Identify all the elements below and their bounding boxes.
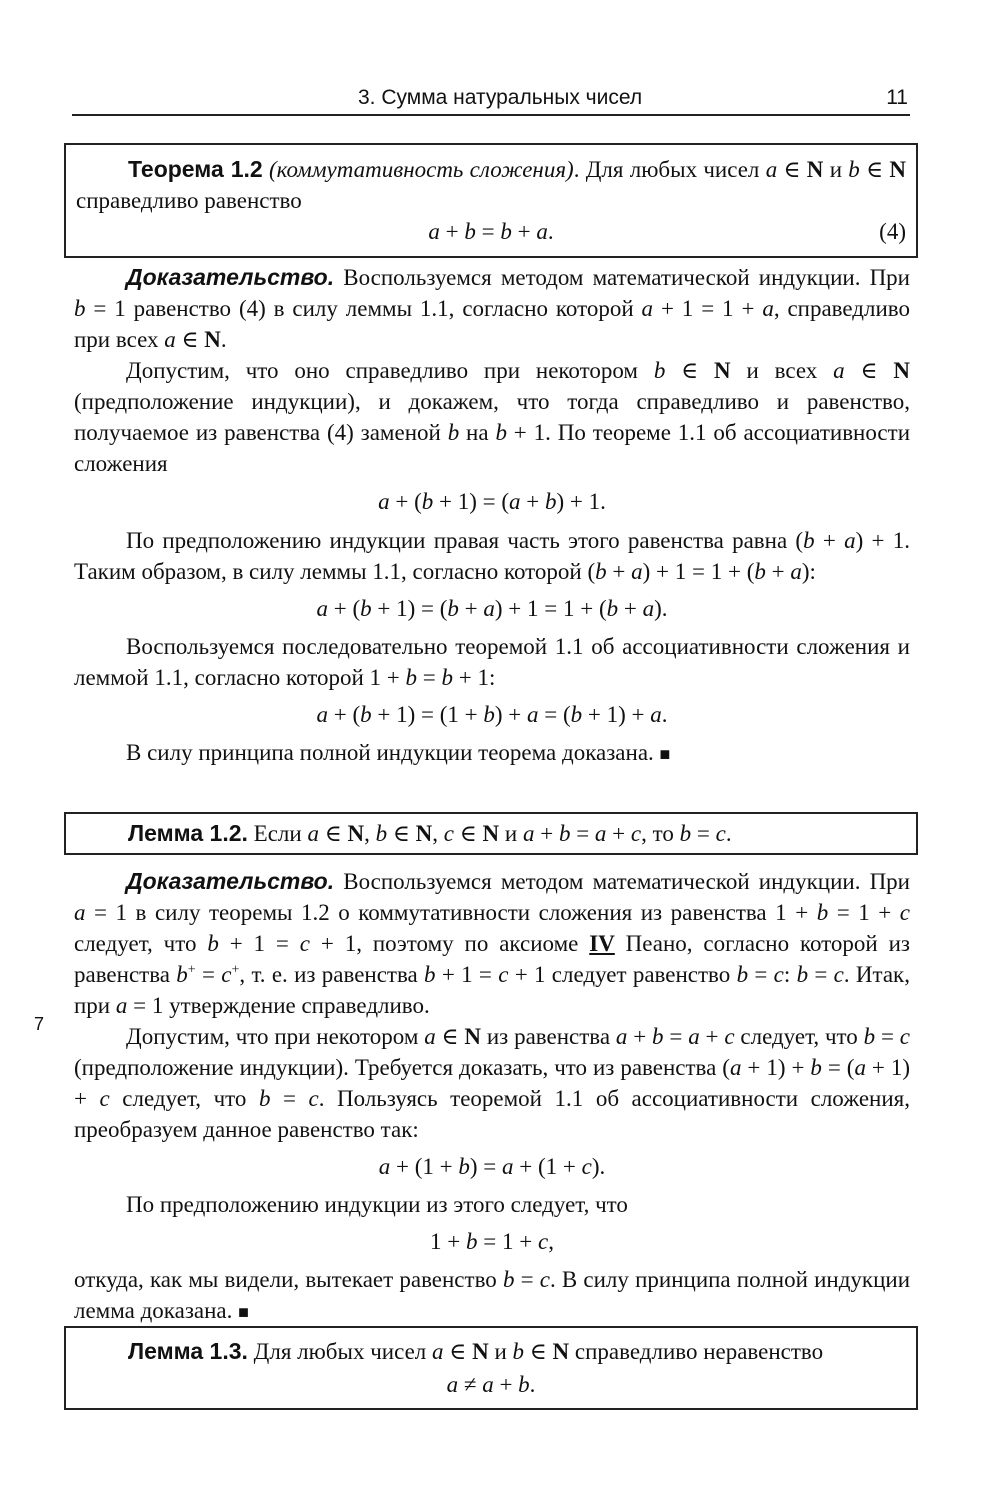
math-variable: a (729, 1055, 742, 1080)
math-variable: a (115, 993, 128, 1018)
math-variable: c (498, 962, 509, 987)
math-variable: a (522, 821, 535, 846)
math-variable: b (74, 296, 86, 321)
proof-1-paragraph-1-text: Воспользуемся методом математической индукции. При b = 1 равенство (4) в силу леммы 1.1, согласно которой a + 1 = 1 + a, справедливо при всех a ∈ N. (74, 265, 910, 352)
proof-1-formula-3: a + (b + 1) = (1 + b) + a = (b + 1) + a. (316, 702, 668, 727)
math-variable: b (207, 931, 219, 956)
math-variable: b (360, 702, 372, 727)
proof-2-paragraph-3: По предположению индукции из этого следует, что (126, 1192, 628, 1217)
proof-1-paragraph-4: Воспользуемся последовательно теоремой 1.1 об ассоциативности сложения и леммой 1.1, согласно которой 1 + b = b + 1: (74, 634, 910, 690)
math-variable: b (803, 528, 815, 553)
math-variable: a (650, 702, 662, 727)
math-variable: c (221, 962, 232, 987)
math-variable: a (307, 821, 319, 846)
math-variable: b (483, 702, 495, 727)
theorem-1-2-qualifier: (коммутативность сложения) (268, 157, 574, 182)
math-variable: a (765, 157, 778, 182)
proof-lemma-1-2 (74, 866, 910, 1328)
math-variable: c (899, 900, 910, 925)
proof-2-paragraph-4-text: откуда, как мы видели, вытекает равенство b = c. В силу принципа полной индукции лемма доказана. (74, 1267, 910, 1323)
lemma-1-2-statement (76, 818, 906, 849)
math-variable: b (863, 1024, 876, 1049)
lemma-1-3-statement (76, 1336, 906, 1367)
math-variable: a (688, 1024, 700, 1049)
chapter-title: 3. Сумма натуральных чисел (358, 86, 643, 109)
math-variable: a (378, 1154, 391, 1179)
math-variable: c (299, 931, 310, 956)
math-variable: b (518, 1372, 530, 1397)
math-variable: b (360, 596, 372, 621)
math-variable: b (570, 702, 583, 727)
math-variable: c (630, 821, 642, 846)
math-variable: a (615, 1024, 628, 1049)
math-variable: a (164, 327, 176, 352)
lemma-1-3-box (64, 1326, 918, 1410)
equation-4-number: (4) (879, 219, 906, 244)
math-variable: b (810, 1055, 822, 1080)
math-variable: c (899, 1024, 910, 1049)
naturals-symbol: N (472, 1339, 489, 1364)
math-variable: a (642, 596, 655, 621)
math-variable: b (424, 962, 436, 987)
math-variable: c (724, 1024, 735, 1049)
theorem-1-2-box (64, 143, 918, 258)
proof-theorem-1-2 (74, 262, 910, 770)
lemma-1-3-formula: a ≠ a + b. (446, 1372, 536, 1397)
proof-1-title: Доказательство. (126, 264, 335, 290)
naturals-symbol: N (464, 1024, 482, 1049)
math-variable: b (754, 559, 766, 584)
math-variable: a (502, 1154, 514, 1179)
math-variable: b (653, 358, 666, 383)
proof-1-conclusion (74, 737, 910, 770)
lemma-1-2-text: Если a ∈ N, b ∈ N, c ∈ N и a + b = a + c, то b = c. (247, 821, 732, 846)
naturals-symbol: N (415, 821, 433, 846)
axiom-number: IV (589, 931, 615, 956)
naturals-symbol: N (204, 327, 221, 352)
math-variable: b (441, 665, 453, 690)
math-variable: a (482, 1372, 494, 1397)
math-variable: a (432, 1339, 444, 1364)
equation-4-formula: a + b = b + a. (428, 219, 554, 244)
math-variable: c (443, 821, 454, 846)
math-variable: c (581, 1154, 592, 1179)
proof-1-formula-1: a + (b + 1) = (a + b) + 1. (378, 489, 606, 514)
running-head (72, 80, 910, 116)
math-variable: b (258, 1086, 271, 1111)
proof-1-paragraph-1 (74, 262, 910, 355)
lemma-1-3-title: Лемма 1.3. (128, 1338, 248, 1364)
theorem-1-2-title: Теорема 1.2 (128, 156, 263, 182)
naturals-symbol: N (806, 157, 824, 182)
math-variable: b (736, 962, 749, 987)
qed-mark: ■ (238, 1302, 250, 1322)
naturals-symbol: N (889, 157, 906, 182)
math-variable: b (495, 420, 507, 445)
math-variable: b (466, 1229, 478, 1254)
math-variable: c (308, 1086, 319, 1111)
math-variable: b (464, 219, 476, 244)
math-variable: b (512, 1339, 524, 1364)
proof-2-formula-1: a + (1 + b) = a + (1 + c). (378, 1154, 606, 1179)
proof-2-formula-2: 1 + b = 1 + c, (430, 1229, 554, 1254)
page-number: 11 (886, 86, 908, 109)
math-variable: a (446, 1372, 459, 1397)
math-variable: c (715, 821, 726, 846)
math-variable: a (762, 296, 774, 321)
math-variable: b (176, 962, 188, 987)
math-variable: a (483, 596, 495, 621)
proof-2-paragraph-1 (74, 866, 910, 1021)
math-variable: b (796, 962, 809, 987)
naturals-symbol: N (482, 821, 500, 846)
math-variable: a (527, 702, 539, 727)
math-variable: a (74, 900, 86, 925)
math-variable: b (652, 1024, 664, 1049)
math-variable: a (428, 219, 440, 244)
math-variable: a (790, 559, 802, 584)
theorem-1-2-text: . Для любых чисел a ∈ N и b ∈ N справедливо равенство (76, 157, 906, 213)
math-variable: a (424, 1024, 436, 1049)
margin-mark: 7 (34, 1014, 45, 1034)
proof-2-paragraph-4 (74, 1264, 910, 1328)
theorem-1-2-statement (76, 154, 906, 216)
math-variable: a (844, 528, 856, 553)
math-variable: a (854, 1055, 866, 1080)
math-variable: a (631, 559, 643, 584)
math-variable: c (537, 1229, 549, 1254)
math-variable: b (606, 596, 619, 621)
math-variable: c (99, 1086, 110, 1111)
proof-1-paragraph-2: Допустим, что оно справедливо при некотором b ∈ N и всех a ∈ N (предположение индукции), и докажем, что тогда справедливо и равенство, получаемое из равенства (4) заменой b на b + 1. По теореме 1.1 об ассоциативности сложения (74, 358, 911, 476)
math-variable: a (641, 296, 654, 321)
math-variable: b (816, 900, 829, 925)
math-variable: c (773, 962, 784, 987)
equation-4 (76, 216, 906, 247)
naturals-symbol: N (714, 358, 731, 383)
proof-1-conclusion-text: В силу принципа полной индукции теорема доказана. (126, 740, 654, 765)
math-variable: b (458, 1154, 470, 1179)
math-variable: a (316, 596, 328, 621)
superscript: + (187, 962, 196, 978)
math-variable: a (509, 489, 521, 514)
math-variable: c (539, 1267, 550, 1292)
math-variable: a (833, 358, 845, 383)
qed-mark: ■ (659, 744, 671, 764)
naturals-symbol: N (893, 358, 910, 383)
lemma-1-2-title: Лемма 1.2. (128, 820, 248, 846)
math-variable: b (502, 1267, 515, 1292)
proof-2-paragraph-2: Допустим, что при некотором a ∈ N из равенства a + b = a + c следует, что b = c (предположение индукции). Требуется доказать, что из равенства (a + 1) + b = (a + 1) + c следует, что b = c. Пользуясь теоремой 1.1 об ассоциативности сложения, преобразуем данное равенство так: (74, 1024, 910, 1142)
math-variable: b (595, 559, 607, 584)
superscript: + (231, 962, 240, 978)
math-variable: b (679, 821, 692, 846)
proof-2-title: Доказательство. (126, 868, 335, 894)
math-variable: c (833, 962, 844, 987)
lemma-1-3-text: Для любых чисел a ∈ N и b ∈ N справедливо неравенство (247, 1339, 824, 1364)
math-variable: b (447, 596, 459, 621)
math-variable: b (500, 219, 512, 244)
proof-2-paragraph-1-text: Воспользуемся методом математической индукции. При a = 1 в силу теоремы 1.2 о коммутативности сложения из равенства 1 + b = 1 + c следует, что b + 1 = c + 1, поэтому по аксиоме IV Пеано, согласно которой из равенства b+ = c+, т. е. из равенства b + 1 = c + 1 следует равенство b = c: b = c. Итак, при a = 1 утверждение справедливо. (74, 869, 910, 1018)
proof-1-paragraph-3: По предположению индукции правая часть этого равенства равна (b + a) + 1. Таким образом, в силу леммы 1.1, согласно которой (b + a) + 1 = 1 + (b + a): (74, 528, 910, 584)
math-variable: a (536, 219, 548, 244)
math-variable: b (545, 489, 557, 514)
naturals-symbol: N (347, 821, 365, 846)
math-variable: b (405, 665, 418, 690)
naturals-symbol: N (552, 1339, 570, 1364)
math-variable: b (848, 157, 860, 182)
proof-1-formula-2: a + (b + 1) = (b + a) + 1 = 1 + (b + a). (316, 596, 668, 621)
math-variable: b (421, 489, 434, 514)
math-variable: b (447, 420, 460, 445)
math-variable: a (594, 821, 607, 846)
lemma-1-2-box (64, 812, 918, 855)
math-variable: b (558, 821, 571, 846)
math-variable: b (375, 821, 388, 846)
math-variable: a (316, 702, 328, 727)
math-variable: a (378, 489, 390, 514)
